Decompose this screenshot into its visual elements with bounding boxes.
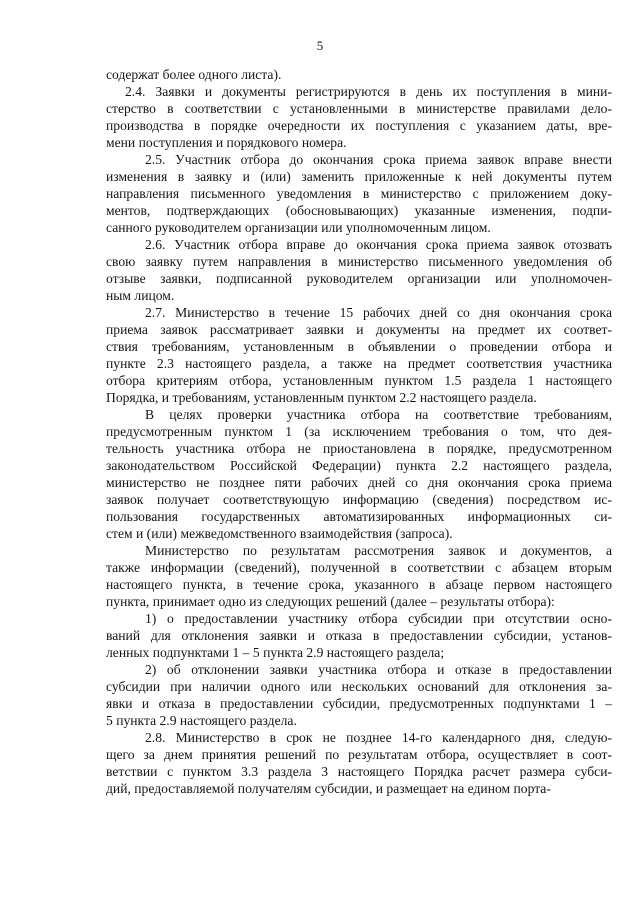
text-line: 2.5. Участник отбора до окончания срока приема заявок вправе внести — [145, 152, 612, 167]
paragraph — [106, 83, 612, 151]
text-line: законодательством Российской Федерации) пункта 2.2 настоящего раздела, — [106, 458, 612, 473]
text-line: изменения в заявку и (или) заменить приложенные к ней документы путем — [106, 169, 612, 184]
text-line: Порядка, и требованиям, установленным пунктом 2.2 настоящего раздела. — [106, 390, 537, 405]
text-line: ствия требованиям, установленным в объявлении о проведении отбора и — [106, 339, 612, 354]
paragraph — [106, 66, 612, 83]
text-line: отбора критериям отбора, установленным пунктом 1.5 раздела 1 настоящего — [106, 373, 612, 388]
text-line: министерство не позднее пяти рабочих дней со дня окончания срока приема — [106, 475, 612, 490]
text-line: приема заявок рассматривает заявки и документы на предмет их соответ- — [106, 322, 612, 337]
text-line: пункта, принимает одно из следующих решений (далее – результаты отбора): — [106, 594, 555, 609]
paragraph — [106, 304, 612, 406]
paragraph — [106, 729, 612, 797]
text-line: 2.7. Министерство в течение 15 рабочих дней со дня окончания срока — [145, 305, 612, 320]
text-line: тельность участника отбора не приостановлена в порядке, предусмотренном — [106, 441, 612, 456]
paragraph — [106, 661, 612, 729]
paragraph — [106, 151, 612, 236]
text-line: производства в порядке очередности их поступления с указанием даты, вре- — [106, 118, 612, 133]
text-line: свою заявку путем направления в министерство письменного уведомления об — [106, 254, 612, 269]
text-line: направления письменного уведомления в министерство с приложением доку- — [106, 186, 612, 201]
text-line: ветствии с пунктом 3.3 раздела 3 настоящего Порядка расчет размера субси- — [106, 764, 612, 779]
text-line: также информации (сведений), полученной в соответствии с абзацем вторым — [106, 560, 612, 575]
text-line: 2.8. Министерство в срок не позднее 14-го календарного дня, следую- — [145, 730, 612, 745]
text-line: заявок получает соответствующую информацию (сведения) посредством ис- — [106, 492, 612, 507]
text-line: Министерство по результатам рассмотрения заявок и документов, а — [145, 543, 612, 558]
text-line: пункте 2.3 настоящего раздела, а также на предмет соответствия участника — [106, 356, 612, 371]
text-line: пользования государственных автоматизированных информационных си- — [106, 509, 612, 524]
text-line: 2) об отклонении заявки участника отбора и отказе в предоставлении — [145, 662, 612, 677]
text-line: явки и отказа в предоставлении субсидии, предусмотренных подпунктами 1 – — [106, 696, 612, 711]
text-line: дий, предоставляемой получателям субсидии, и размещает на едином порта- — [106, 781, 551, 796]
page-number: 5 — [316, 38, 324, 53]
paragraph — [106, 542, 612, 610]
paragraph — [106, 236, 612, 304]
text-line: 2.6. Участник отбора вправе до окончания срока приема заявок отозвать — [145, 237, 612, 252]
text-line: субсидии при наличии одного или нескольких оснований для отклонения за- — [106, 679, 612, 694]
text-line: стем и (или) межведомственного взаимодействия (запроса). — [106, 526, 453, 541]
text-line: 2.4. Заявки и документы регистрируются в день их поступления в мини- — [125, 84, 612, 99]
text-line: щего за днем принятия решений по результатам отбора, осуществляет в соот- — [106, 747, 612, 762]
text-line: В целях проверки участника отбора на соответствие требованиям, — [145, 407, 612, 422]
text-line: санного руководителем организации или уполномоченным лицом. — [106, 220, 491, 235]
text-line: 5 пункта 2.9 настоящего раздела. — [106, 713, 297, 728]
text-line: содержат более одного листа). — [106, 67, 282, 82]
paragraph — [106, 610, 612, 661]
text-line: отзыве заявки, подписанной руководителем организации или уполномочен- — [106, 271, 612, 286]
text-line: ваний для отклонения заявки и отказа в предоставлении субсидии, установ- — [106, 628, 612, 643]
text-line: стерство в соответствии с установленными в министерстве правилами дело- — [106, 101, 612, 116]
text-line: ным лицом. — [106, 288, 175, 303]
text-line: предусмотренным пунктом 1 (за исключением требования о том, что дея- — [106, 424, 612, 439]
text-line: мени поступления и порядкового номера. — [106, 135, 347, 150]
text-line: 1) о предоставлении участнику отбора субсидии при отсутствии осно- — [145, 611, 612, 626]
text-line: ментов, подтверждающих (обосновывающих) указанные изменения, подпи- — [106, 203, 612, 218]
text-line: настоящего пункта, в течение срока, указанного в абзаце первом настоящего — [106, 577, 612, 592]
document-body — [106, 66, 612, 797]
paragraph — [106, 406, 612, 542]
text-line: ленных подпунктами 1 – 5 пункта 2.9 настоящего раздела; — [106, 645, 445, 660]
